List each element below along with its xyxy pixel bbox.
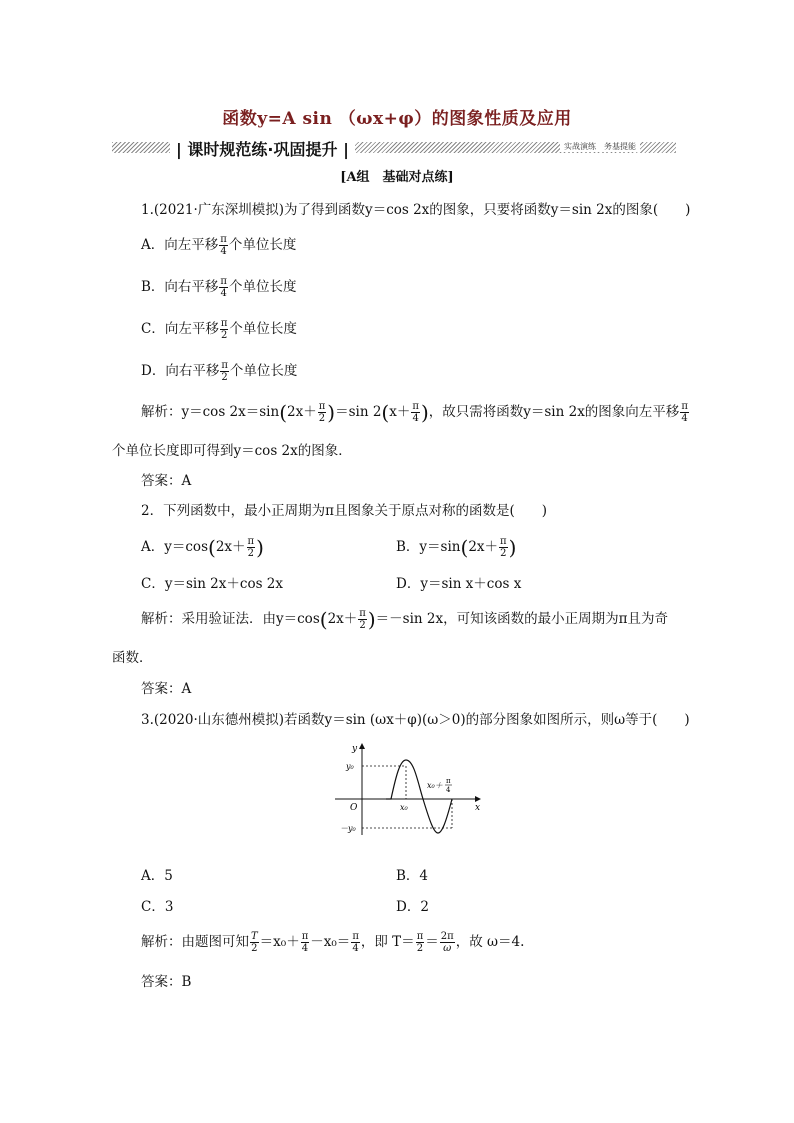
sine-curve	[386, 760, 452, 833]
q1-c-den: 2	[220, 330, 228, 341]
q2-b-frac	[499, 536, 508, 559]
q3-sol-part6: ，故 ω＝4.	[455, 934, 525, 950]
q1-d-num: π	[221, 360, 228, 371]
q3-sol-pi2-den: 2	[416, 943, 424, 954]
q3-answer: 答案：B	[141, 974, 192, 990]
banner-tagline: 实战演练 务基提能	[560, 141, 640, 152]
q3-sol-part4: ，即 T＝	[360, 934, 415, 950]
q3-sol-2pi-num: 2π	[440, 931, 454, 942]
q1-c-text: C．向左平移	[141, 321, 219, 337]
q1-a-post: 个单位长度	[228, 237, 297, 253]
q2-a-frac	[247, 536, 256, 559]
q1-c-frac	[220, 318, 229, 341]
q1-b-den: 4	[220, 288, 227, 299]
page-title: 函数y=A sin （ωx+φ）的图象性质及应用	[222, 109, 572, 129]
q3-sol-frac-pi2	[416, 931, 425, 954]
q3-stem: 3.(2020·山东德州模拟)若函数y＝sin (ωx＋φ)(ω＞0)的部分图象如图所示，则ω等于( )	[141, 712, 690, 728]
group-heading: [A组 基础对点练]	[340, 170, 454, 185]
q1-sol-paren: )	[327, 400, 336, 425]
q2-b-paren: (	[460, 535, 469, 560]
q1-a-num: π	[220, 234, 227, 245]
q1-b-post: 个单位长度	[229, 279, 297, 295]
q1-sol-part4: x＋	[389, 404, 411, 420]
q1-sol-part3: ＝sin 2	[335, 404, 382, 420]
q1-solution-line1	[141, 400, 690, 425]
q1-sol-frac2	[411, 401, 420, 424]
q2-sol-den: 2	[359, 620, 366, 631]
neg-y0-label: －y₀	[340, 824, 356, 833]
q3-solution	[141, 930, 524, 954]
q1-c-post: 个单位长度	[229, 321, 297, 337]
q1-a-frac	[219, 234, 228, 257]
x0-pi4-den: 4	[446, 786, 451, 794]
q3-sol-pi2-num: π	[416, 931, 424, 942]
q1-sol-frac3-num: π	[681, 401, 688, 412]
q3-sol-frac-t	[250, 931, 259, 954]
q2-a-num: π	[247, 536, 255, 547]
q1-sol-frac3	[680, 401, 689, 424]
q1-b-num: π	[220, 276, 227, 287]
q1-sol-part1: 解析：y＝cos 2x＝sin	[141, 404, 280, 420]
section-banner	[112, 139, 676, 157]
q1-a-text: A．向左平移	[141, 237, 219, 253]
q1-option-b	[141, 275, 297, 299]
q1-sol-part2: 2x＋	[287, 404, 317, 420]
q1-sol-paren: )	[420, 400, 429, 425]
x0-pi4-label: x₀＋	[427, 781, 443, 790]
q1-solution-line2: 个单位长度即可得到y＝cos 2x的图象．	[112, 443, 352, 459]
banner-label: | 课时规范练·巩固提升 |	[170, 137, 355, 160]
q1-option-d	[141, 359, 297, 383]
q3-sol-frac-2pi	[440, 931, 455, 954]
q1-a-den: 4	[220, 246, 227, 257]
q3-option-a: A．5	[141, 868, 173, 884]
q1-d-post: 个单位长度	[229, 363, 298, 379]
q3-sol-part2: ＝x₀＋	[259, 934, 300, 950]
x-axis-label: x	[475, 803, 481, 813]
q3-option-b: B．4	[396, 868, 429, 884]
q1-sol-frac1-num: π	[318, 401, 326, 412]
q2-sol-frac	[358, 608, 367, 631]
q2-b-paren: )	[508, 535, 517, 560]
q3-sol-pi4a-num: π	[301, 931, 309, 942]
q1-sol-paren: (	[381, 400, 390, 425]
q2-a-inner: 2x＋	[215, 539, 246, 555]
q1-sol-paren: (	[279, 400, 287, 425]
q2-a-paren: (	[208, 535, 216, 560]
q2-answer: 答案：A	[141, 681, 192, 697]
q3-sol-part1: 解析：由题图可知	[141, 934, 249, 950]
q1-d-frac	[220, 360, 229, 383]
q3-sol-frac-pi4b	[351, 931, 360, 954]
q2-solution-line1	[141, 607, 668, 632]
q3-sol-part3: －x₀＝	[310, 934, 351, 950]
q2-solution-line2: 函数．	[112, 650, 153, 666]
q1-sol-frac2-num: π	[412, 401, 419, 412]
q3-option-c: C．3	[141, 899, 174, 915]
q1-b-frac	[219, 276, 228, 299]
sine-graph	[330, 738, 490, 838]
q3-sol-frac-pi4a	[301, 931, 310, 954]
q2-a-text: A．y＝cos	[141, 539, 208, 555]
q1-sol-frac2-den: 4	[412, 413, 419, 424]
q1-d-den: 2	[221, 372, 228, 383]
q1-answer: 答案：A	[141, 473, 192, 489]
x0-pi4-num: π	[446, 777, 451, 785]
q1-b-text: B．向右平移	[141, 279, 219, 295]
q2-sol-paren: )	[367, 607, 376, 632]
q2-b-num: π	[500, 536, 507, 547]
q2-b-text: B．y＝sin	[396, 539, 461, 555]
q2-sol-part1: 解析：采用验证法．由y＝cos	[141, 611, 320, 627]
q1-option-a	[141, 233, 296, 257]
q2-option-a	[141, 535, 264, 560]
q3-sol-pi4a-den: 4	[301, 943, 309, 954]
q3-sol-pi4b-den: 4	[352, 943, 359, 954]
q2-option-b	[396, 535, 516, 560]
q1-sol-frac1	[318, 401, 327, 424]
q3-sol-2pi-den: ω	[443, 943, 452, 954]
q2-b-inner: 2x＋	[468, 539, 499, 555]
q2-sol-part3: ＝－sin 2x，可知该函数的最小正周期为π且为奇	[375, 611, 668, 627]
q2-stem: 2．下列函数中，最小正周期为π且图象关于原点对称的函数是( )	[141, 503, 547, 519]
q2-sol-num: π	[359, 608, 366, 619]
q1-sol-frac3-den: 4	[681, 413, 688, 424]
q3-sol-pi4b-num: π	[352, 931, 359, 942]
q1-c-num: π	[220, 318, 228, 329]
q2-a-paren: )	[256, 535, 264, 560]
q2-sol-paren: (	[319, 607, 328, 632]
q2-option-d: D．y＝sin x＋cos x	[396, 576, 522, 592]
y-axis-label: y	[352, 744, 358, 754]
q2-sol-part2: 2x＋	[327, 611, 358, 627]
q1-d-text: D．向右平移	[141, 363, 220, 379]
q1-stem: 1.(2021·广东深圳模拟)为了得到函数y＝cos 2x的图象，只要将函数y＝sin 2x的图象( )	[141, 202, 691, 218]
q2-b-den: 2	[500, 548, 507, 559]
q1-option-c	[141, 317, 297, 341]
x0-label: x₀	[400, 803, 408, 812]
q3-sol-part5: ＝	[425, 934, 439, 950]
origin-label: O	[350, 803, 358, 813]
q2-a-den: 2	[247, 548, 254, 559]
q1-sol-frac1-den: 2	[318, 413, 326, 424]
q2-option-c: C．y＝sin 2x＋cos 2x	[141, 576, 284, 592]
q3-option-d: D．2	[396, 899, 429, 915]
y0-label: y₀	[346, 762, 354, 771]
q3-sol-t-num: T	[251, 931, 258, 942]
q3-sol-t-den: 2	[251, 943, 258, 954]
q1-sol-part5: ，故只需将函数y＝sin 2x的图象向左平移	[428, 404, 680, 420]
